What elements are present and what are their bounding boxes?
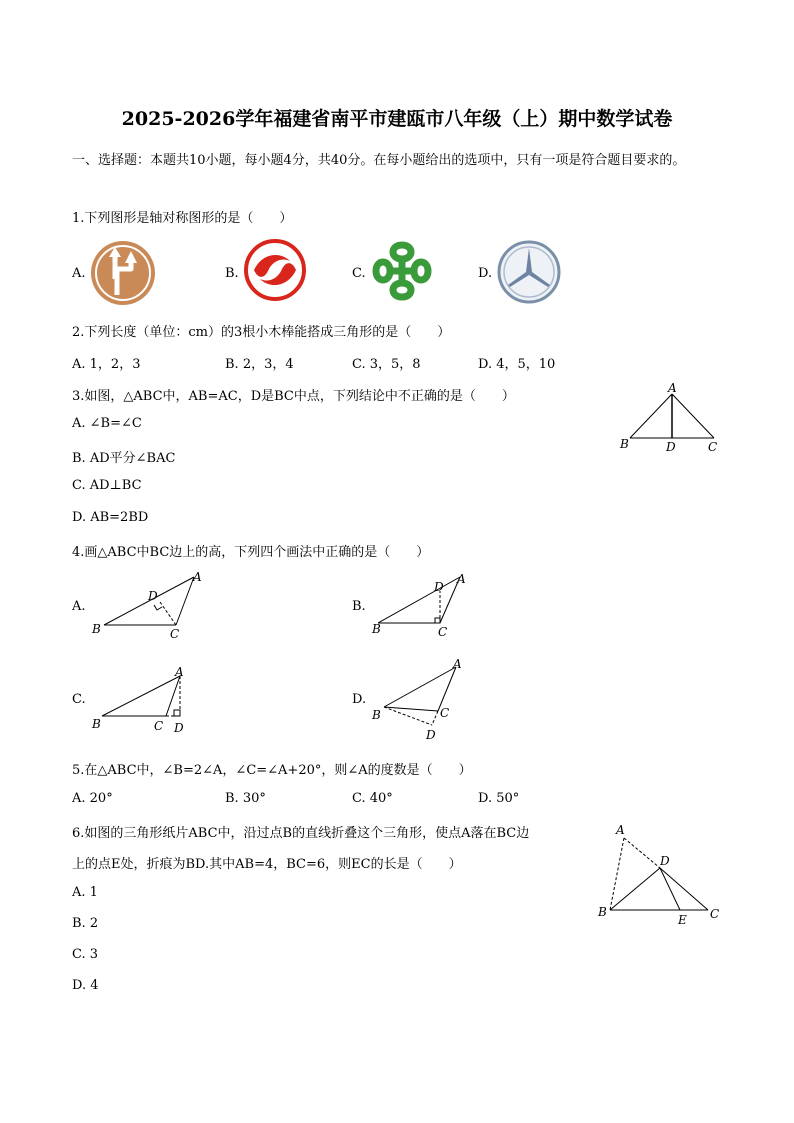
three-point-star-icon bbox=[496, 239, 562, 305]
q5-option-a: A. 20° bbox=[72, 791, 113, 806]
q4d-label-b: B bbox=[372, 708, 381, 722]
q1-label-d: D. bbox=[478, 266, 493, 281]
q6-option-a: A. 1 bbox=[72, 885, 98, 900]
q3-stem: 3.如图，△ABC中，AB=AC，D是BC中点，下列结论中不正确的是（ ） bbox=[72, 389, 515, 404]
q4-figure-c bbox=[88, 660, 198, 740]
q3-option-a: A. ∠B=∠C bbox=[72, 416, 142, 431]
red-logo-icon bbox=[244, 239, 306, 301]
q5-option-b: B. 30° bbox=[225, 791, 266, 806]
q1-label-a: A. bbox=[72, 266, 86, 281]
q1-label-b: B. bbox=[225, 266, 239, 281]
q6-label-c: C bbox=[710, 907, 720, 921]
turn-sign-icon bbox=[89, 239, 157, 307]
q4d-label-c: C bbox=[440, 706, 450, 720]
q4a-label-c: C bbox=[170, 627, 180, 641]
q2-option-d: D. 4，5，10 bbox=[478, 357, 556, 372]
q6-option-c: C. 3 bbox=[72, 947, 99, 962]
green-knot-icon bbox=[368, 237, 436, 305]
q4-stem: 4.画△ABC中BC边上的高，下列四个画法中正确的是（ ） bbox=[72, 545, 430, 560]
q2-stem: 2.下列长度（单位：cm）的3根小木棒能搭成三角形的是（ ） bbox=[72, 325, 451, 340]
q4-figure-b bbox=[368, 567, 478, 647]
q4c-label-b: B bbox=[92, 717, 101, 731]
q3-option-c: C. AD⊥BC bbox=[72, 478, 142, 493]
q4a-label-d: D bbox=[148, 589, 158, 603]
q6-label-a: A bbox=[616, 823, 625, 837]
q6-option-b: B. 2 bbox=[72, 916, 99, 931]
q4-label-a: A. bbox=[72, 599, 86, 614]
q2-option-a: A. 1，2，3 bbox=[72, 357, 141, 372]
q4b-label-a: A bbox=[457, 572, 466, 586]
section-heading: 一、选择题：本题共10小题，每小题4分，共40分。在每小题给出的选项中，只有一项是符合题目要求的。 bbox=[72, 153, 686, 168]
q5-option-c: C. 40° bbox=[352, 791, 393, 806]
q3-label-b: B bbox=[620, 437, 629, 451]
q5-stem: 5.在△ABC中，∠B=2∠A，∠C=∠A+20°，则∠A的度数是（ ） bbox=[72, 763, 472, 778]
q2-option-b: B. 2，3，4 bbox=[225, 357, 294, 372]
q3-label-c: C bbox=[708, 440, 718, 454]
page-title: 2025-2026学年福建省南平市建瓯市八年级（上）期中数学试卷 bbox=[121, 108, 673, 130]
q2-option-c: C. 3，5，8 bbox=[352, 357, 421, 372]
q3-label-a: A bbox=[668, 381, 677, 395]
q4-figure-d bbox=[368, 655, 478, 745]
q4c-label-a: A bbox=[175, 665, 184, 679]
q4d-label-a: A bbox=[453, 657, 462, 671]
q6-label-d: D bbox=[660, 854, 670, 868]
q4c-label-c: C bbox=[154, 719, 164, 733]
q4b-label-b: B bbox=[372, 622, 381, 636]
q4b-label-d: D bbox=[434, 580, 444, 594]
q4a-label-b: B bbox=[92, 622, 101, 636]
q4b-label-c: C bbox=[438, 625, 448, 639]
q6-label-e: E bbox=[678, 913, 687, 927]
q4-label-d: D. bbox=[352, 692, 367, 707]
q3-option-d: D. AB=2BD bbox=[72, 510, 149, 525]
q6-label-b: B bbox=[598, 905, 607, 919]
q4-figure-a bbox=[88, 567, 208, 647]
q6-stem-line2: 上的点E处，折痕为BD.其中AB=4，BC=6，则EC的长是（ ） bbox=[72, 857, 462, 872]
q4d-label-d: D bbox=[426, 728, 436, 742]
q4-label-c: C. bbox=[72, 692, 86, 707]
q6-stem-line1: 6.如图的三角形纸片ABC中，沿过点B的直线折叠这个三角形，使点A落在BC边 bbox=[72, 826, 530, 841]
q4-label-b: B. bbox=[352, 599, 366, 614]
q3-label-d: D bbox=[666, 440, 676, 454]
q1-label-c: C. bbox=[352, 266, 366, 281]
q6-option-d: D. 4 bbox=[72, 978, 99, 993]
q5-option-d: D. 50° bbox=[478, 791, 520, 806]
q3-option-b: B. AD平分∠BAC bbox=[72, 451, 176, 466]
q1-stem: 1.下列图形是轴对称图形的是（ ） bbox=[72, 211, 293, 226]
q3-figure bbox=[612, 380, 732, 460]
q4c-label-d: D bbox=[174, 721, 184, 735]
q6-figure bbox=[592, 818, 732, 930]
q4a-label-a: A bbox=[193, 570, 202, 584]
